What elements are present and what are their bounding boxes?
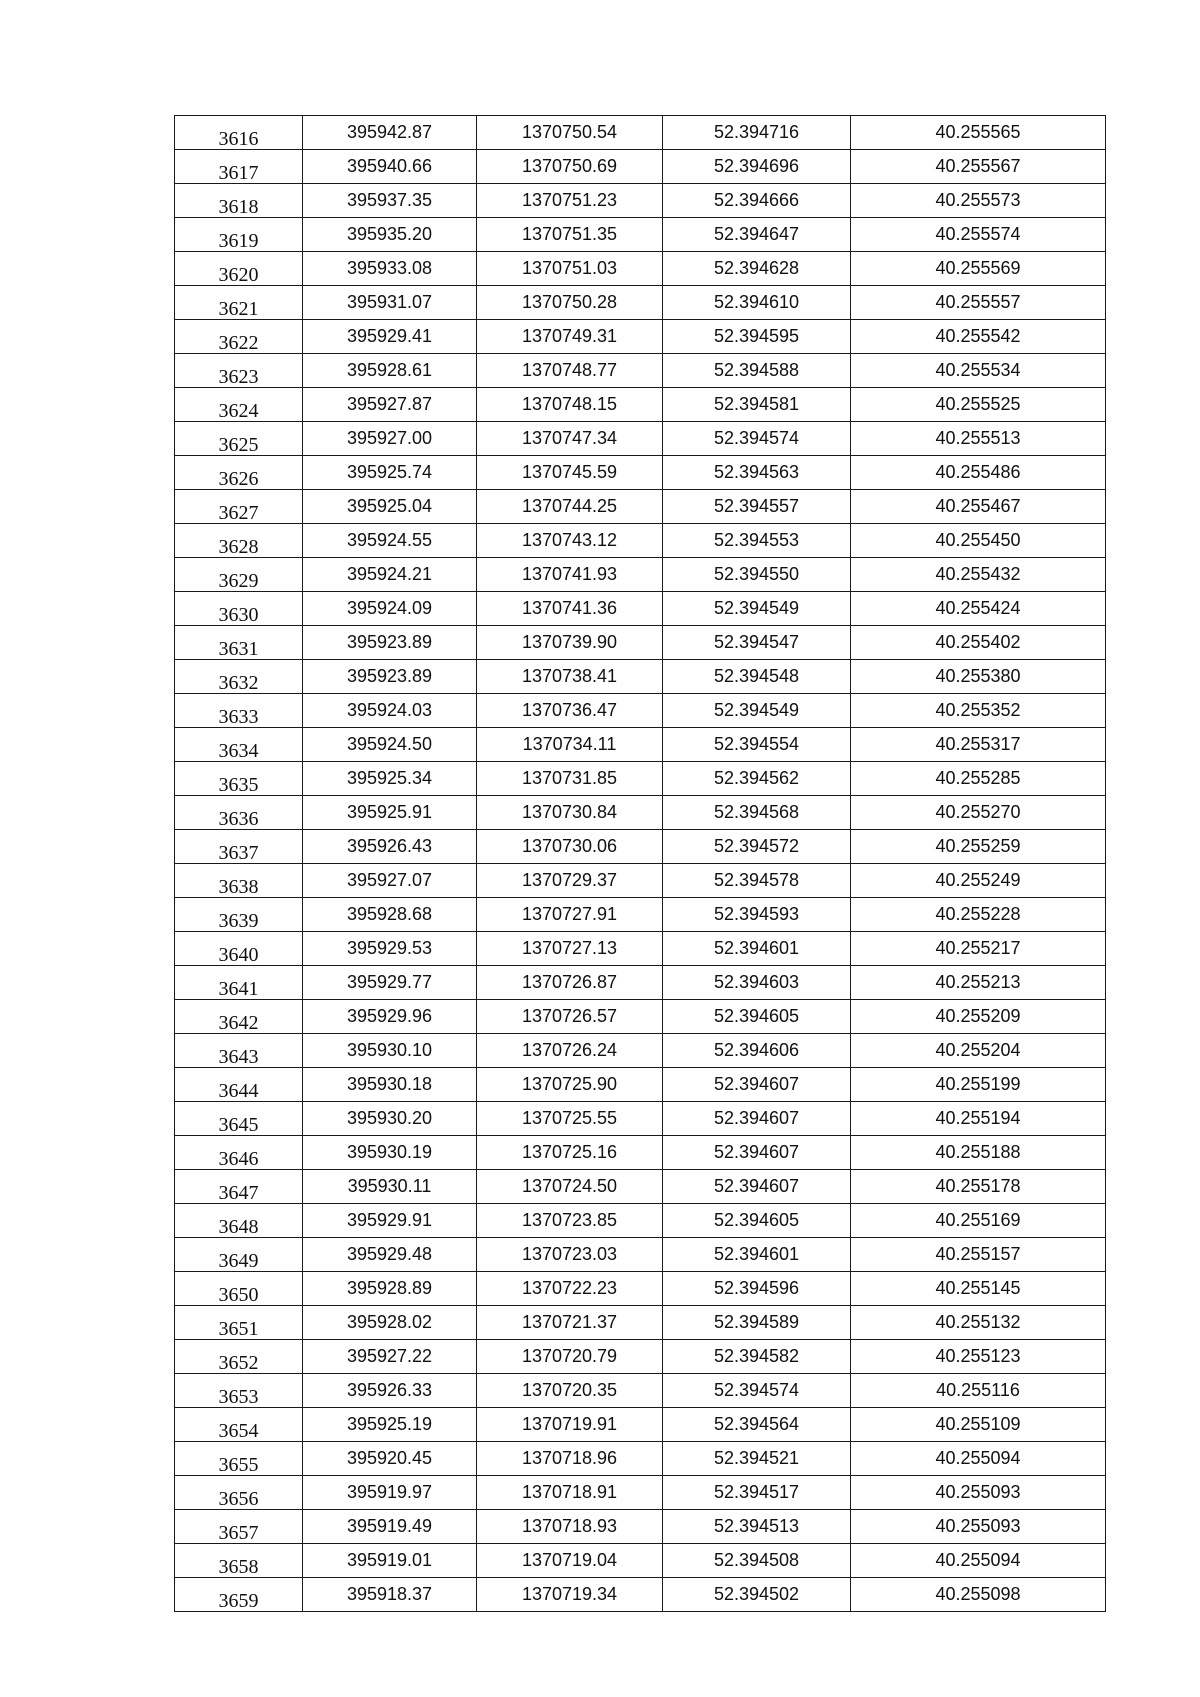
longitude-cell: 40.255569 [851,252,1106,286]
x-coordinate-cell: 395927.87 [303,388,477,422]
latitude-cell: 52.394607 [663,1170,851,1204]
point-number-cell: 3649 [175,1238,303,1272]
y-coordinate-cell: 1370718.96 [477,1442,663,1476]
table-row [175,1034,1106,1068]
table-row [175,1272,1106,1306]
latitude-cell: 52.394696 [663,150,851,184]
table-row [175,1578,1106,1612]
longitude-cell: 40.255209 [851,1000,1106,1034]
x-coordinate-cell: 395940.66 [303,150,477,184]
y-coordinate-cell: 1370741.36 [477,592,663,626]
point-number-cell: 3646 [175,1136,303,1170]
x-coordinate-cell: 395925.04 [303,490,477,524]
longitude-cell: 40.255217 [851,932,1106,966]
point-number-cell: 3647 [175,1170,303,1204]
latitude-cell: 52.394605 [663,1204,851,1238]
x-coordinate-cell: 395933.08 [303,252,477,286]
x-coordinate-cell: 395927.07 [303,864,477,898]
y-coordinate-cell: 1370725.90 [477,1068,663,1102]
x-coordinate-cell: 395924.09 [303,592,477,626]
y-coordinate-cell: 1370750.28 [477,286,663,320]
longitude-cell: 40.255145 [851,1272,1106,1306]
table-row [175,1102,1106,1136]
longitude-cell: 40.255486 [851,456,1106,490]
x-coordinate-cell: 395925.34 [303,762,477,796]
y-coordinate-cell: 1370724.50 [477,1170,663,1204]
y-coordinate-cell: 1370741.93 [477,558,663,592]
y-coordinate-cell: 1370721.37 [477,1306,663,1340]
y-coordinate-cell: 1370730.06 [477,830,663,864]
x-coordinate-cell: 395924.03 [303,694,477,728]
longitude-cell: 40.255534 [851,354,1106,388]
table-row [175,932,1106,966]
y-coordinate-cell: 1370739.90 [477,626,663,660]
y-coordinate-cell: 1370727.13 [477,932,663,966]
table-row [175,1340,1106,1374]
point-number-cell: 3653 [175,1374,303,1408]
longitude-cell: 40.255094 [851,1544,1106,1578]
x-coordinate-cell: 395930.18 [303,1068,477,1102]
table-row [175,422,1106,456]
y-coordinate-cell: 1370727.91 [477,898,663,932]
y-coordinate-cell: 1370722.23 [477,1272,663,1306]
table-row [175,626,1106,660]
y-coordinate-cell: 1370719.34 [477,1578,663,1612]
x-coordinate-cell: 395926.33 [303,1374,477,1408]
longitude-cell: 40.255352 [851,694,1106,728]
longitude-cell: 40.255098 [851,1578,1106,1612]
table-row [175,1306,1106,1340]
y-coordinate-cell: 1370723.03 [477,1238,663,1272]
latitude-cell: 52.394502 [663,1578,851,1612]
table-row [175,728,1106,762]
x-coordinate-cell: 395929.77 [303,966,477,1000]
point-number-cell: 3627 [175,490,303,524]
longitude-cell: 40.255188 [851,1136,1106,1170]
y-coordinate-cell: 1370719.91 [477,1408,663,1442]
x-coordinate-cell: 395928.68 [303,898,477,932]
point-number-cell: 3656 [175,1476,303,1510]
x-coordinate-cell: 395928.02 [303,1306,477,1340]
y-coordinate-cell: 1370745.59 [477,456,663,490]
x-coordinate-cell: 395923.89 [303,660,477,694]
x-coordinate-cell: 395918.37 [303,1578,477,1612]
y-coordinate-cell: 1370750.54 [477,116,663,150]
y-coordinate-cell: 1370731.85 [477,762,663,796]
longitude-cell: 40.255169 [851,1204,1106,1238]
longitude-cell: 40.255285 [851,762,1106,796]
point-number-cell: 3622 [175,320,303,354]
longitude-cell: 40.255402 [851,626,1106,660]
table-row [175,1476,1106,1510]
y-coordinate-cell: 1370726.24 [477,1034,663,1068]
latitude-cell: 52.394607 [663,1136,851,1170]
table-row [175,898,1106,932]
latitude-cell: 52.394564 [663,1408,851,1442]
longitude-cell: 40.255093 [851,1476,1106,1510]
longitude-cell: 40.255228 [851,898,1106,932]
point-number-cell: 3644 [175,1068,303,1102]
y-coordinate-cell: 1370720.35 [477,1374,663,1408]
table-row [175,558,1106,592]
x-coordinate-cell: 395923.89 [303,626,477,660]
table-row [175,796,1106,830]
point-number-cell: 3638 [175,864,303,898]
latitude-cell: 52.394517 [663,1476,851,1510]
latitude-cell: 52.394607 [663,1068,851,1102]
table-row [175,966,1106,1000]
latitude-cell: 52.394568 [663,796,851,830]
longitude-cell: 40.255424 [851,592,1106,626]
latitude-cell: 52.394548 [663,660,851,694]
table-row [175,184,1106,218]
y-coordinate-cell: 1370748.77 [477,354,663,388]
y-coordinate-cell: 1370751.03 [477,252,663,286]
latitude-cell: 52.394521 [663,1442,851,1476]
latitude-cell: 52.394549 [663,694,851,728]
longitude-cell: 40.255213 [851,966,1106,1000]
y-coordinate-cell: 1370726.87 [477,966,663,1000]
y-coordinate-cell: 1370718.93 [477,1510,663,1544]
latitude-cell: 52.394601 [663,1238,851,1272]
longitude-cell: 40.255542 [851,320,1106,354]
longitude-cell: 40.255270 [851,796,1106,830]
longitude-cell: 40.255565 [851,116,1106,150]
latitude-cell: 52.394553 [663,524,851,558]
table-row [175,150,1106,184]
latitude-cell: 52.394596 [663,1272,851,1306]
point-number-cell: 3633 [175,694,303,728]
x-coordinate-cell: 395930.11 [303,1170,477,1204]
latitude-cell: 52.394513 [663,1510,851,1544]
point-number-cell: 3626 [175,456,303,490]
point-number-cell: 3643 [175,1034,303,1068]
latitude-cell: 52.394601 [663,932,851,966]
point-number-cell: 3634 [175,728,303,762]
table-row [175,1374,1106,1408]
longitude-cell: 40.255093 [851,1510,1106,1544]
x-coordinate-cell: 395930.10 [303,1034,477,1068]
table-row [175,388,1106,422]
coordinates-table [174,115,1106,1612]
longitude-cell: 40.255513 [851,422,1106,456]
table-row [175,660,1106,694]
latitude-cell: 52.394508 [663,1544,851,1578]
y-coordinate-cell: 1370744.25 [477,490,663,524]
y-coordinate-cell: 1370748.15 [477,388,663,422]
table-row [175,354,1106,388]
longitude-cell: 40.255380 [851,660,1106,694]
latitude-cell: 52.394578 [663,864,851,898]
table-row [175,1442,1106,1476]
latitude-cell: 52.394554 [663,728,851,762]
y-coordinate-cell: 1370743.12 [477,524,663,558]
latitude-cell: 52.394628 [663,252,851,286]
table-row [175,1544,1106,1578]
point-number-cell: 3658 [175,1544,303,1578]
table-row [175,1170,1106,1204]
latitude-cell: 52.394605 [663,1000,851,1034]
latitude-cell: 52.394647 [663,218,851,252]
point-number-cell: 3641 [175,966,303,1000]
latitude-cell: 52.394603 [663,966,851,1000]
table-row [175,1408,1106,1442]
point-number-cell: 3620 [175,252,303,286]
x-coordinate-cell: 395924.21 [303,558,477,592]
x-coordinate-cell: 395929.48 [303,1238,477,1272]
table-row [175,1068,1106,1102]
longitude-cell: 40.255199 [851,1068,1106,1102]
y-coordinate-cell: 1370734.11 [477,728,663,762]
y-coordinate-cell: 1370723.85 [477,1204,663,1238]
y-coordinate-cell: 1370751.35 [477,218,663,252]
table-row [175,694,1106,728]
latitude-cell: 52.394593 [663,898,851,932]
latitude-cell: 52.394595 [663,320,851,354]
x-coordinate-cell: 395935.20 [303,218,477,252]
point-number-cell: 3629 [175,558,303,592]
longitude-cell: 40.255194 [851,1102,1106,1136]
x-coordinate-cell: 395930.19 [303,1136,477,1170]
point-number-cell: 3624 [175,388,303,422]
latitude-cell: 52.394550 [663,558,851,592]
latitude-cell: 52.394607 [663,1102,851,1136]
point-number-cell: 3657 [175,1510,303,1544]
longitude-cell: 40.255450 [851,524,1106,558]
point-number-cell: 3616 [175,116,303,150]
y-coordinate-cell: 1370726.57 [477,1000,663,1034]
table-row [175,592,1106,626]
point-number-cell: 3642 [175,1000,303,1034]
x-coordinate-cell: 395928.61 [303,354,477,388]
longitude-cell: 40.255525 [851,388,1106,422]
longitude-cell: 40.255432 [851,558,1106,592]
y-coordinate-cell: 1370729.37 [477,864,663,898]
point-number-cell: 3640 [175,932,303,966]
point-number-cell: 3635 [175,762,303,796]
table-row [175,218,1106,252]
y-coordinate-cell: 1370719.04 [477,1544,663,1578]
x-coordinate-cell: 395929.91 [303,1204,477,1238]
longitude-cell: 40.255317 [851,728,1106,762]
table-row [175,1510,1106,1544]
x-coordinate-cell: 395920.45 [303,1442,477,1476]
table-row [175,1000,1106,1034]
x-coordinate-cell: 395919.49 [303,1510,477,1544]
y-coordinate-cell: 1370725.16 [477,1136,663,1170]
x-coordinate-cell: 395925.91 [303,796,477,830]
point-number-cell: 3623 [175,354,303,388]
point-number-cell: 3648 [175,1204,303,1238]
y-coordinate-cell: 1370750.69 [477,150,663,184]
table-row [175,1238,1106,1272]
y-coordinate-cell: 1370736.47 [477,694,663,728]
point-number-cell: 3637 [175,830,303,864]
y-coordinate-cell: 1370730.84 [477,796,663,830]
longitude-cell: 40.255123 [851,1340,1106,1374]
longitude-cell: 40.255109 [851,1408,1106,1442]
point-number-cell: 3655 [175,1442,303,1476]
longitude-cell: 40.255204 [851,1034,1106,1068]
point-number-cell: 3654 [175,1408,303,1442]
x-coordinate-cell: 395927.00 [303,422,477,456]
y-coordinate-cell: 1370747.34 [477,422,663,456]
longitude-cell: 40.255574 [851,218,1106,252]
longitude-cell: 40.255573 [851,184,1106,218]
y-coordinate-cell: 1370738.41 [477,660,663,694]
y-coordinate-cell: 1370749.31 [477,320,663,354]
latitude-cell: 52.394606 [663,1034,851,1068]
longitude-cell: 40.255249 [851,864,1106,898]
table-row [175,1204,1106,1238]
point-number-cell: 3621 [175,286,303,320]
table-row [175,762,1106,796]
latitude-cell: 52.394581 [663,388,851,422]
latitude-cell: 52.394666 [663,184,851,218]
latitude-cell: 52.394716 [663,116,851,150]
y-coordinate-cell: 1370725.55 [477,1102,663,1136]
longitude-cell: 40.255094 [851,1442,1106,1476]
latitude-cell: 52.394610 [663,286,851,320]
point-number-cell: 3630 [175,592,303,626]
point-number-cell: 3650 [175,1272,303,1306]
y-coordinate-cell: 1370718.91 [477,1476,663,1510]
x-coordinate-cell: 395937.35 [303,184,477,218]
latitude-cell: 52.394562 [663,762,851,796]
point-number-cell: 3659 [175,1578,303,1612]
latitude-cell: 52.394572 [663,830,851,864]
table-row [175,252,1106,286]
longitude-cell: 40.255567 [851,150,1106,184]
x-coordinate-cell: 395929.96 [303,1000,477,1034]
point-number-cell: 3628 [175,524,303,558]
y-coordinate-cell: 1370720.79 [477,1340,663,1374]
table-row [175,320,1106,354]
point-number-cell: 3631 [175,626,303,660]
x-coordinate-cell: 395919.01 [303,1544,477,1578]
longitude-cell: 40.255467 [851,490,1106,524]
x-coordinate-cell: 395928.89 [303,1272,477,1306]
point-number-cell: 3632 [175,660,303,694]
x-coordinate-cell: 395931.07 [303,286,477,320]
y-coordinate-cell: 1370751.23 [477,184,663,218]
point-number-cell: 3625 [175,422,303,456]
x-coordinate-cell: 395919.97 [303,1476,477,1510]
table-row [175,864,1106,898]
latitude-cell: 52.394574 [663,422,851,456]
x-coordinate-cell: 395927.22 [303,1340,477,1374]
table-row [175,456,1106,490]
latitude-cell: 52.394563 [663,456,851,490]
table-row [175,524,1106,558]
point-number-cell: 3618 [175,184,303,218]
point-number-cell: 3652 [175,1340,303,1374]
coordinates-table-body [175,116,1106,1612]
table-row [175,116,1106,150]
latitude-cell: 52.394588 [663,354,851,388]
latitude-cell: 52.394582 [663,1340,851,1374]
x-coordinate-cell: 395924.50 [303,728,477,762]
latitude-cell: 52.394557 [663,490,851,524]
x-coordinate-cell: 395930.20 [303,1102,477,1136]
point-number-cell: 3636 [175,796,303,830]
x-coordinate-cell: 395926.43 [303,830,477,864]
table-row [175,830,1106,864]
latitude-cell: 52.394574 [663,1374,851,1408]
x-coordinate-cell: 395925.74 [303,456,477,490]
point-number-cell: 3645 [175,1102,303,1136]
table-row [175,286,1106,320]
x-coordinate-cell: 395925.19 [303,1408,477,1442]
latitude-cell: 52.394589 [663,1306,851,1340]
table-row [175,1136,1106,1170]
x-coordinate-cell: 395929.53 [303,932,477,966]
x-coordinate-cell: 395924.55 [303,524,477,558]
x-coordinate-cell: 395942.87 [303,116,477,150]
longitude-cell: 40.255557 [851,286,1106,320]
point-number-cell: 3651 [175,1306,303,1340]
latitude-cell: 52.394547 [663,626,851,660]
latitude-cell: 52.394549 [663,592,851,626]
point-number-cell: 3617 [175,150,303,184]
point-number-cell: 3619 [175,218,303,252]
longitude-cell: 40.255178 [851,1170,1106,1204]
longitude-cell: 40.255116 [851,1374,1106,1408]
point-number-cell: 3639 [175,898,303,932]
x-coordinate-cell: 395929.41 [303,320,477,354]
longitude-cell: 40.255259 [851,830,1106,864]
longitude-cell: 40.255132 [851,1306,1106,1340]
table-row [175,490,1106,524]
longitude-cell: 40.255157 [851,1238,1106,1272]
